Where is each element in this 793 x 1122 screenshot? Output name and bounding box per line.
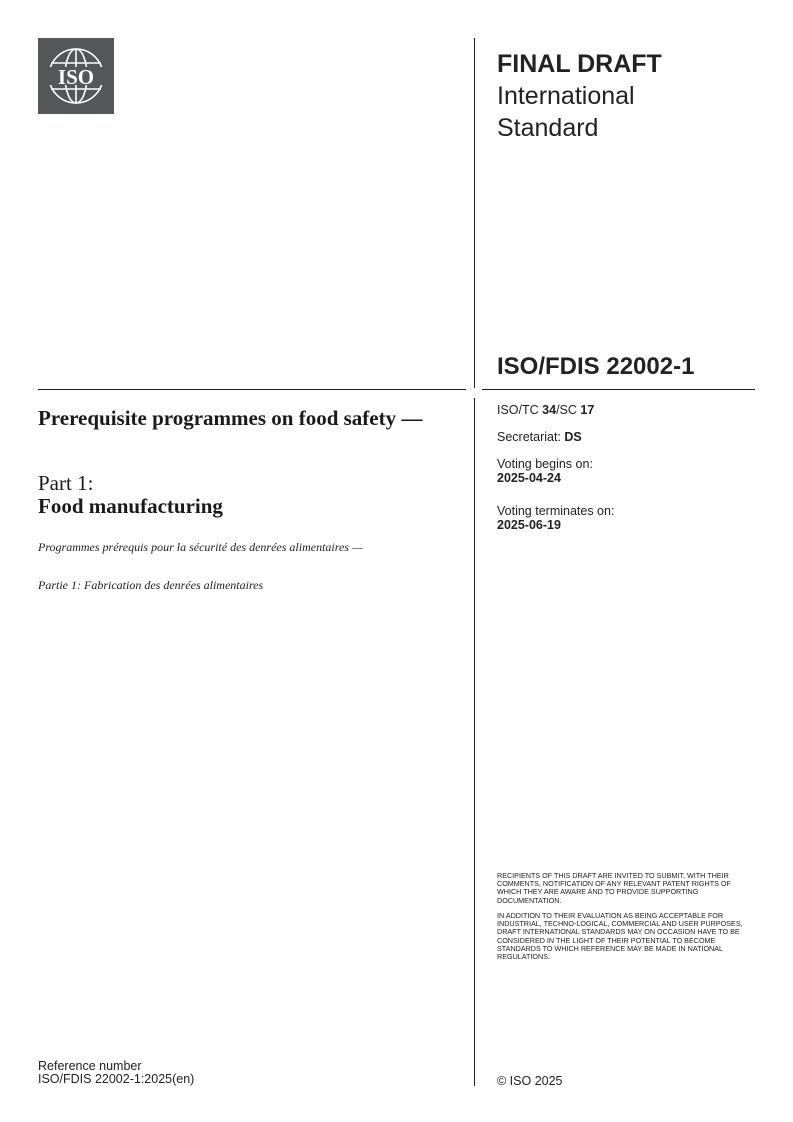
- iso-logo: [38, 38, 114, 114]
- voting-begins-date: 2025-04-24: [497, 471, 561, 485]
- sc-number: 17: [580, 403, 595, 417]
- globe-icon: [38, 38, 114, 114]
- secretariat: [497, 430, 582, 444]
- patent-notice: RECIPIENTS OF THIS DRAFT ARE INVITED TO SUBMIT, WITH THEIR COMMENTS, NOTIFICATION OF ANY RELEVANT PATENT RIGHTS OF WHICH THEY ARE AWARE AND TO PROVIDE SUPPORTING DOCUMENTATION.: [497, 871, 731, 905]
- vertical-divider-bottom: [474, 398, 475, 1086]
- reference-number-value: ISO/FDIS 22002-1:2025(en): [38, 1072, 195, 1086]
- vertical-divider-top: [474, 38, 475, 388]
- voting-terminates-label: Voting terminates on:: [497, 504, 615, 518]
- reference-number-block: [38, 1060, 194, 1086]
- french-part-title: Partie 1: Fabrication des denrées alimentaires: [38, 578, 264, 592]
- tc-number: 34: [542, 403, 557, 417]
- voting-begins: [497, 457, 593, 485]
- part-subtitle: Food manufacturing: [38, 494, 223, 518]
- evaluation-notice: IN ADDITION TO THEIR EVALUATION AS BEING ACCEPTABLE FOR INDUSTRIAL, TECHNO-LOGICAL, COMMERCIAL AND USER PURPOSES, DRAFT INTERNATIONAL STANDARDS MAY ON OCCASION HAVE TO BE CONSIDERED IN THE LIGHT OF THEIR POTENTIAL TO BECOME STANDARDS TO WHICH REFERENCE MAY BE MADE IN NATIONAL REGULATIONS.: [497, 911, 743, 962]
- tc-prefix: ISO/TC: [497, 403, 543, 417]
- horizontal-divider-left: [38, 389, 466, 390]
- logo-text: ISO: [57, 65, 95, 89]
- technical-committee: [497, 403, 594, 417]
- copyright: © ISO 2025: [497, 1074, 563, 1088]
- status-line-standard: Standard: [497, 114, 599, 142]
- voting-terminates: [497, 504, 614, 532]
- reference-number-label: Reference number: [38, 1059, 142, 1073]
- horizontal-divider-right: [482, 389, 755, 390]
- document-title: Prerequisite programmes on food safety —: [38, 406, 423, 430]
- sc-prefix: /SC: [556, 403, 581, 417]
- french-title: Programmes prérequis pour la sécurité des denrées alimentaires —: [38, 540, 363, 554]
- voting-begins-label: Voting begins on:: [497, 457, 593, 471]
- status-line-international: International: [497, 82, 635, 110]
- status-line-final-draft: FINAL DRAFT: [497, 50, 662, 78]
- secretariat-label: Secretariat:: [497, 430, 565, 444]
- document-number: ISO/FDIS 22002-1: [497, 353, 695, 380]
- document-part-title: [38, 472, 448, 518]
- voting-terminates-date: 2025-06-19: [497, 518, 561, 532]
- part-label: Part 1:: [38, 471, 94, 495]
- secretariat-value: DS: [564, 430, 582, 444]
- document-status: [497, 48, 757, 144]
